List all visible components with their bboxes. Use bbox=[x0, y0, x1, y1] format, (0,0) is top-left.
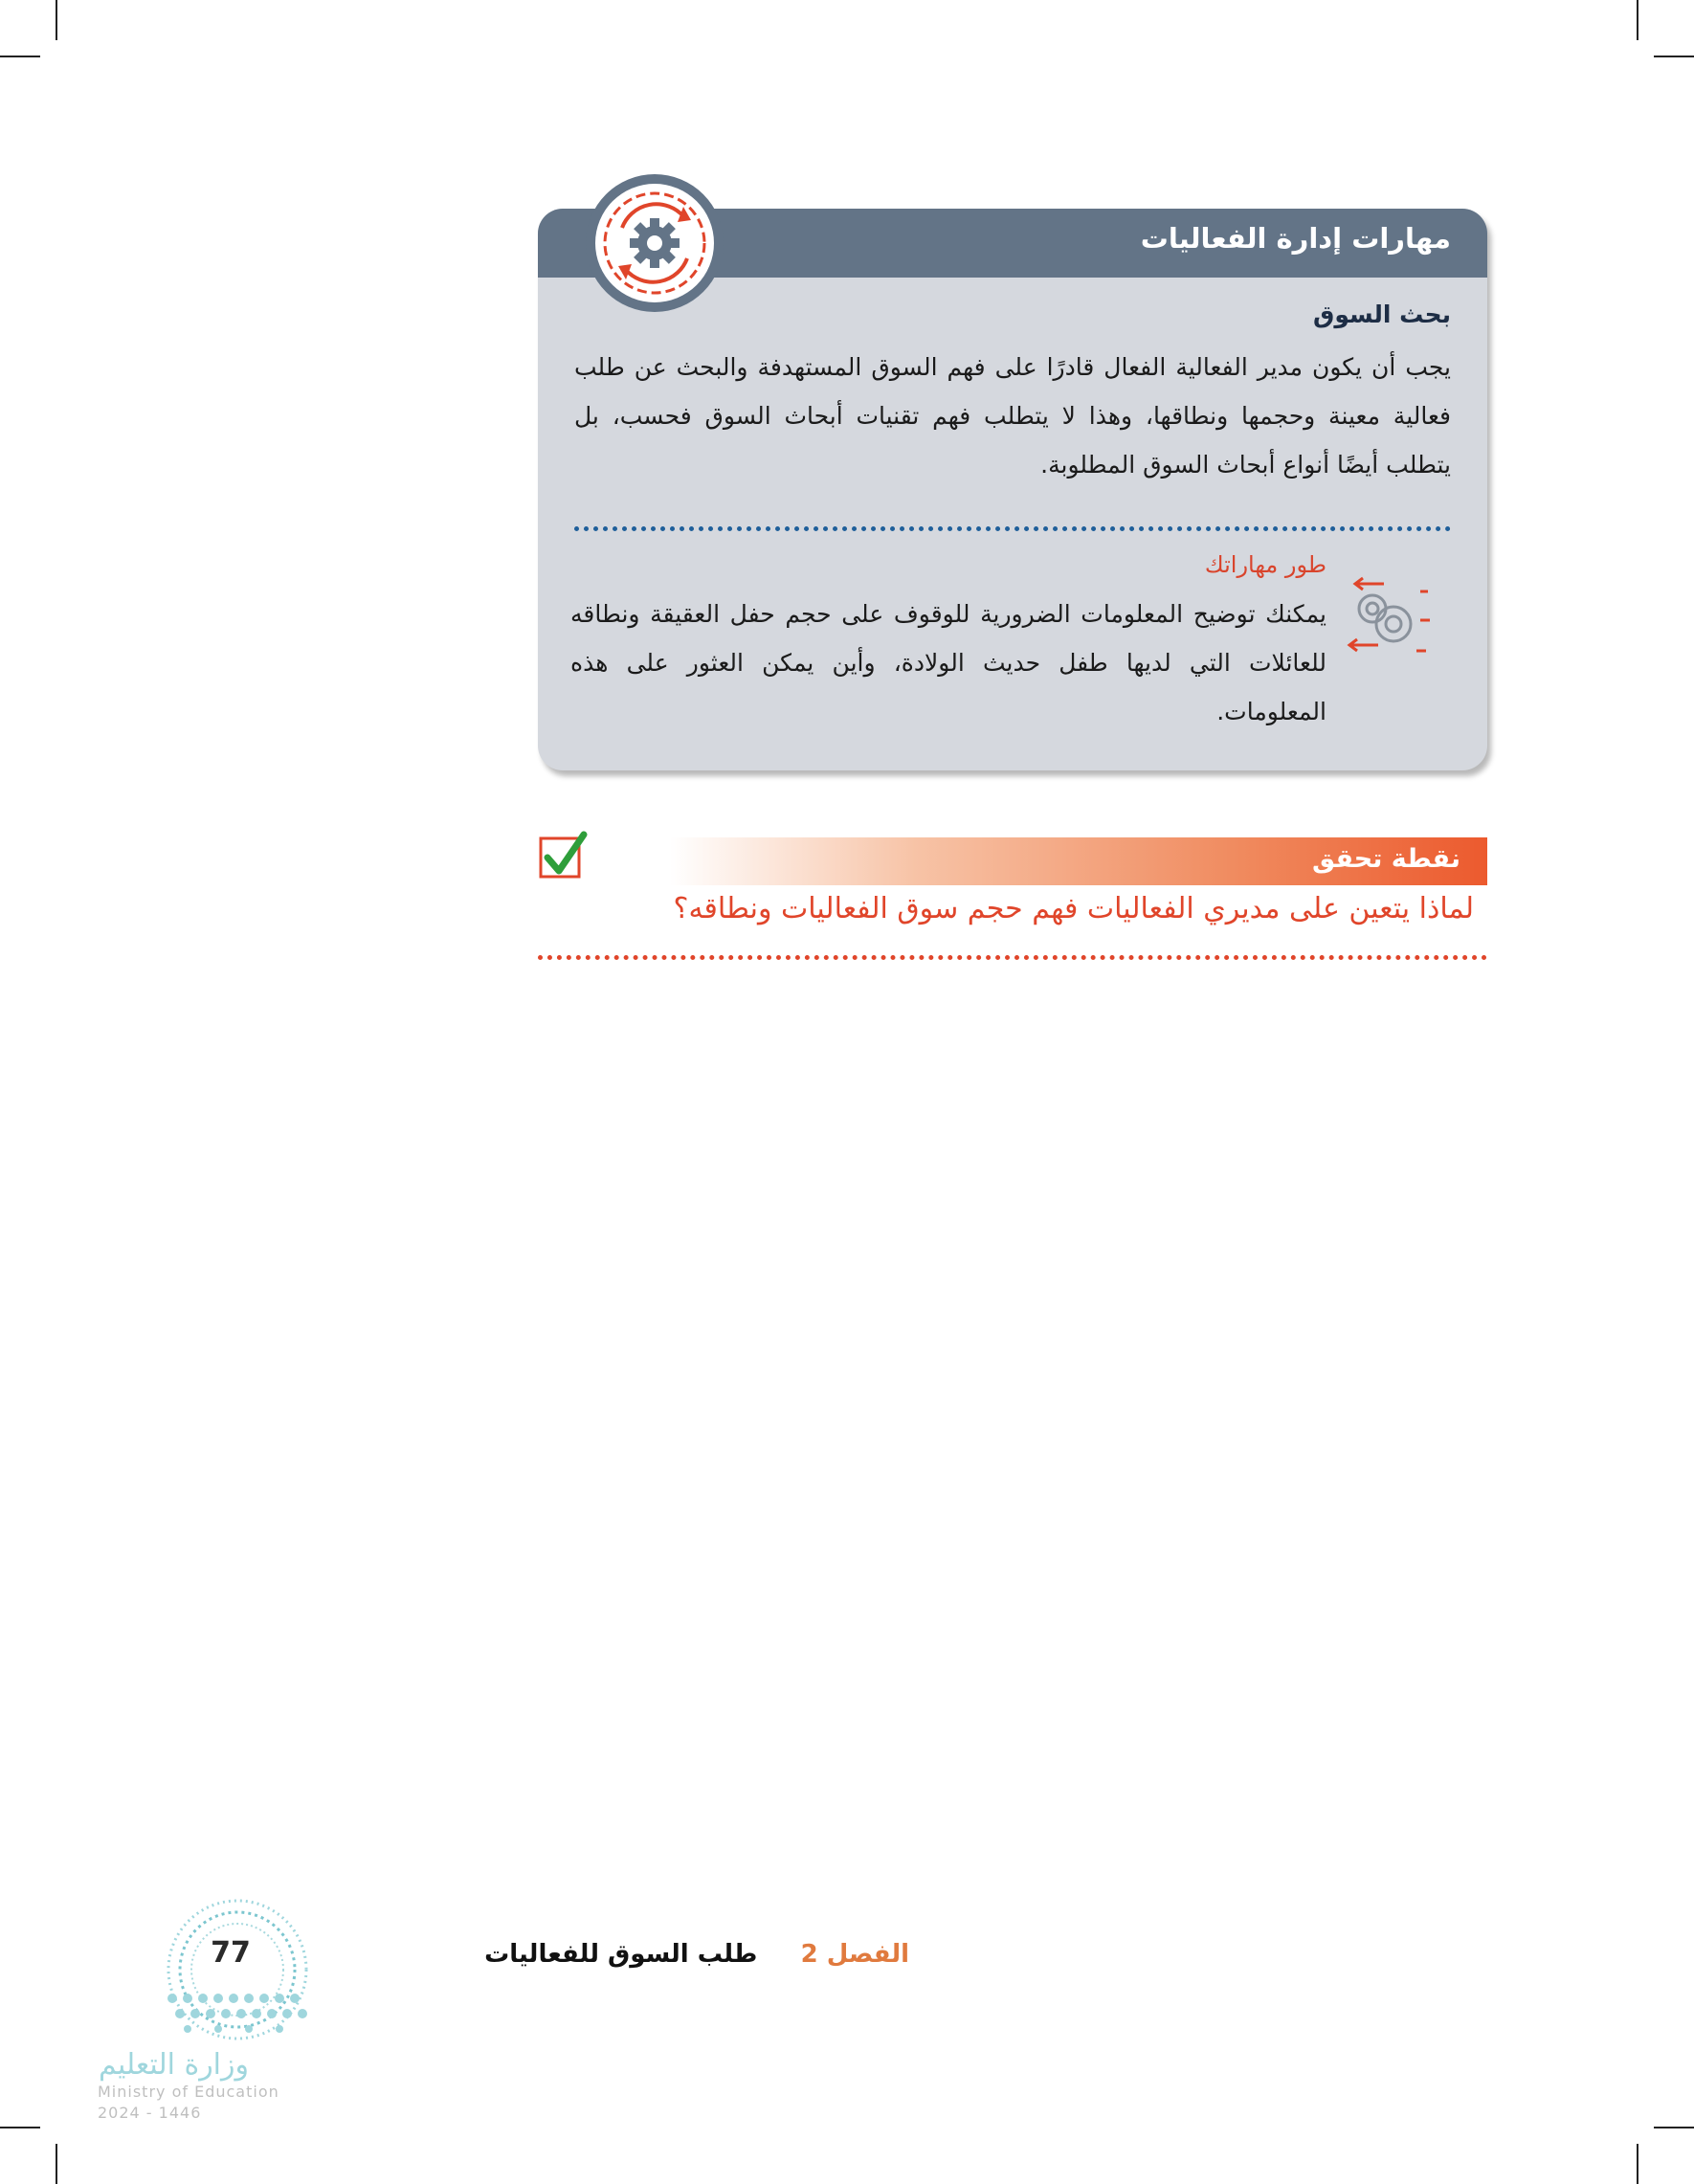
checkpoint-bar bbox=[670, 837, 1487, 885]
develop-skills-paragraph: يمكنك توضيح المعلومات الضرورية للوقوف على حجم حفل العقيقة ونطاقه للعائلات التي لديها طفل حديث الولادة، وأين يمكن العثور على هذه المعلومات. bbox=[570, 600, 1326, 725]
crop-mark bbox=[0, 56, 40, 57]
gear-cycle-icon bbox=[584, 172, 725, 314]
section-heading: بحث السوق bbox=[1313, 301, 1451, 328]
ministry-name-arabic: وزارة التعليم bbox=[98, 2048, 249, 2082]
crop-mark bbox=[0, 2127, 40, 2128]
ministry-year: 2024 - 1446 bbox=[98, 2104, 202, 2122]
crop-mark bbox=[56, 0, 57, 40]
gears-icon bbox=[1340, 570, 1439, 662]
crop-mark bbox=[1637, 0, 1638, 40]
crop-mark bbox=[1654, 56, 1694, 57]
checkpoint-divider bbox=[538, 955, 1487, 960]
checkpoint-title: نقطة تحقق bbox=[1311, 844, 1460, 874]
dotted-divider bbox=[574, 526, 1451, 531]
footer-chapter-label: الفصل 2 bbox=[800, 1940, 909, 1969]
checkpoint-question: لماذا يتعين على مديري الفعاليات فهم حجم سوق الفعاليات ونطاقه؟ bbox=[673, 892, 1474, 925]
body-paragraph: يجب أن يكون مدير الفعالية الفعال قادرًا على فهم السوق المستهدفة والبحث عن طلب فعالية معينة وحجمها ونطاقها، وهذا لا يتطلب فهم تقنيات أبحاث السوق فحسب، بل يتطلب أيضًا أنواع أبحاث السوق المطلوبة. bbox=[574, 353, 1451, 479]
crop-mark bbox=[1654, 2127, 1694, 2128]
crop-mark bbox=[56, 2144, 57, 2184]
page-number: 77 bbox=[211, 1936, 251, 1970]
footer-chapter-name: طلب السوق للفعاليات bbox=[484, 1940, 758, 1969]
footer-chapter-title bbox=[484, 1940, 909, 1969]
develop-skills-heading: طور مهاراتك bbox=[1204, 551, 1326, 578]
skills-title: مهارات إدارة الفعاليات bbox=[1140, 222, 1451, 255]
checkbox-check-icon bbox=[538, 831, 588, 880]
ministry-dots-icon bbox=[163, 1989, 316, 2037]
ministry-name-english: Ministry of Education bbox=[98, 2083, 279, 2101]
crop-mark bbox=[1637, 2144, 1638, 2184]
skills-box bbox=[538, 209, 1487, 770]
